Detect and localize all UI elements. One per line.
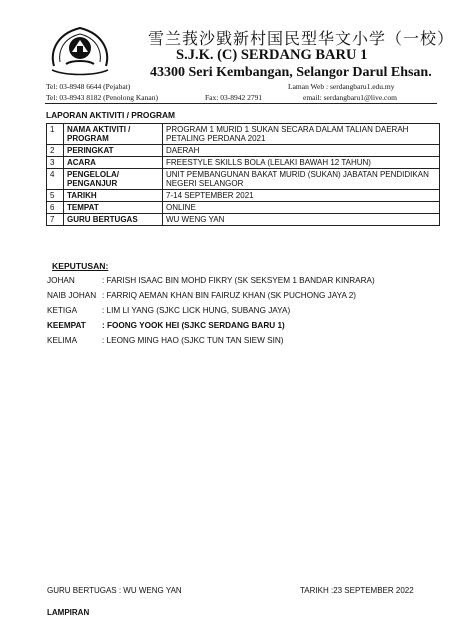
table-row	[47, 157, 440, 169]
table-row	[47, 214, 440, 226]
results-title: KEPUTUSAN:	[52, 261, 109, 271]
table-row	[47, 190, 440, 202]
table-cell-label: TARIKH	[64, 190, 163, 202]
table-cell-value: 7-14 SEPTEMBER 2021	[163, 190, 440, 202]
header-divider	[45, 103, 437, 104]
table-cell-num: 4	[47, 169, 64, 190]
table-cell-value: FREESTYLE SKILLS BOLA (LELAKI BAWAH 12 TAHUN)	[163, 157, 440, 169]
table-cell-num: 5	[47, 190, 64, 202]
table-cell-num: 3	[47, 157, 64, 169]
tel-assistant: Tel: 03-8943 8182 (Penolong Kanan)	[46, 93, 158, 102]
table-cell-num: 7	[47, 214, 64, 226]
result-detail: : LIM LI YANG (SJKC LICK HUNG, SUBANG JAYA)	[102, 306, 291, 315]
table-row	[47, 202, 440, 214]
table-row	[47, 169, 440, 190]
result-position: KELIMA	[47, 336, 78, 345]
result-row	[47, 336, 284, 345]
table-cell-label: NAMA AKTIVITI / PROGRAM	[64, 124, 163, 145]
result-row	[47, 321, 285, 330]
result-row	[47, 306, 290, 315]
result-position: KEEMPAT	[47, 321, 86, 330]
table-row	[47, 124, 440, 145]
result-row	[47, 276, 375, 285]
website[interactable]: Laman Web : serdangbaru1.edu.my	[288, 82, 395, 91]
table-cell-label: PENGELOLA/ PENGANJUR	[64, 169, 163, 190]
report-date: TARIKH :23 SEPTEMBER 2022	[300, 586, 414, 595]
school-name: S.J.K. (C) SERDANG BARU 1	[176, 47, 368, 63]
table-cell-label: GURU BERTUGAS	[64, 214, 163, 226]
result-position: JOHAN	[47, 276, 75, 285]
fax: Fax: 03-8942 2791	[205, 93, 263, 102]
result-detail: : FARRIQ AEMAN KHAN BIN FAIRUZ KHAN (SK PUCHONG JAYA 2)	[102, 291, 357, 300]
school-address: 43300 Seri Kembangan, Selangor Darul Ehsan.	[150, 65, 432, 80]
table-cell-label: ACARA	[64, 157, 163, 169]
result-position: KETIGA	[47, 306, 78, 315]
school-name-chinese: 雪兰莪沙戥新村国民型华文小学（一校）	[148, 31, 455, 48]
result-detail: : FOONG YOOK HEI (SJKC SERDANG BARU 1)	[102, 321, 285, 330]
table-cell-value: DAERAH	[163, 145, 440, 157]
teacher-signature: GURU BERTUGAS : WU WENG YAN	[47, 586, 182, 595]
table-row	[47, 145, 440, 157]
table-cell-label: PERINGKAT	[64, 145, 163, 157]
attachment-label: LAMPIRAN	[47, 608, 90, 617]
result-detail: : LEONG MING HAO (SJKC TUN TAN SIEW SIN)	[102, 336, 284, 345]
school-crest-logo	[46, 22, 114, 78]
report-title: LAPORAN AKTIVITI / PROGRAM	[46, 110, 176, 120]
report-table	[46, 123, 440, 226]
result-position: NAIB JOHAN	[47, 291, 97, 300]
table-cell-num: 2	[47, 145, 64, 157]
result-row	[47, 291, 356, 300]
table-cell-value: WU WENG YAN	[163, 214, 440, 226]
table-cell-label: TEMPAT	[64, 202, 163, 214]
table-cell-value: ONLINE	[163, 202, 440, 214]
tel-office: Tel: 03-8948 6644 (Pejabat)	[46, 82, 131, 91]
result-detail: : FARISH ISAAC BIN MOHD FIKRY (SK SEKSYEM 1 BANDAR KINRARA)	[102, 276, 375, 285]
table-cell-num: 1	[47, 124, 64, 145]
table-cell-num: 6	[47, 202, 64, 214]
table-cell-value: PROGRAM 1 MURID 1 SUKAN SECARA DALAM TALIAN DAERAH PETALING PERDANA 2021	[163, 124, 440, 145]
email[interactable]: email: serdangbaru1@live.com	[303, 93, 397, 102]
table-cell-value: UNIT PEMBANGUNAN BAKAT MURID (SUKAN) JABATAN PENDIDIKAN NEGERI SELANGOR	[163, 169, 440, 190]
